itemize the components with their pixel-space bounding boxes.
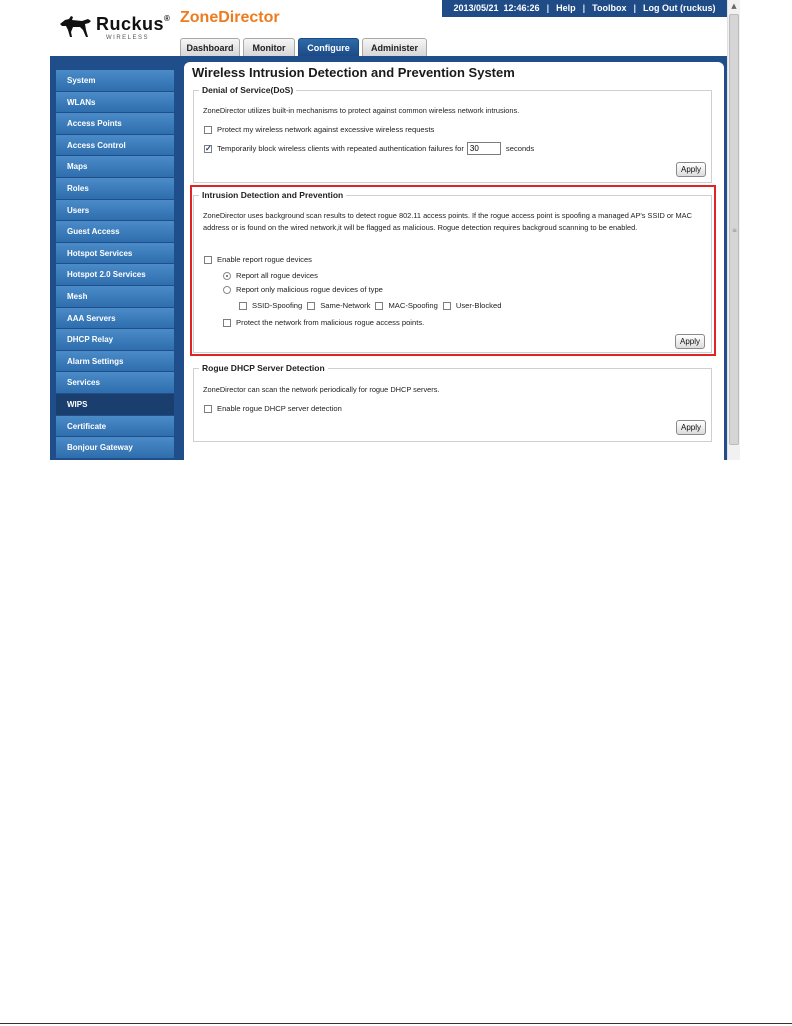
- block-duration-input[interactable]: [467, 142, 501, 155]
- sidebar-item-users[interactable]: Users: [56, 200, 174, 221]
- sidebar-item-access-points[interactable]: Access Points: [56, 113, 174, 134]
- sidebar: [56, 70, 174, 459]
- separator: |: [633, 3, 636, 13]
- sidebar-item-aaa-servers[interactable]: AAA Servers: [56, 308, 174, 329]
- ssid-spoofing-label: SSID-Spoofing: [252, 301, 303, 310]
- sidebar-item-bonjour-gateway[interactable]: Bonjour Gateway: [56, 437, 174, 458]
- sidebar-item-wips[interactable]: WIPS: [56, 394, 174, 415]
- rogue-dhcp-label: Enable rogue DHCP server detection: [217, 404, 342, 413]
- sidebar-item-roles[interactable]: Roles: [56, 178, 174, 199]
- dos-description: ZoneDirector utilizes built-in mechanisms to protect against common wireless network intrusions.: [203, 106, 520, 115]
- tab-monitor[interactable]: Monitor: [243, 38, 295, 56]
- dos-protect-checkbox[interactable]: [204, 126, 212, 134]
- dos-block-option[interactable]: [204, 142, 534, 155]
- tab-configure[interactable]: Configure: [298, 38, 359, 56]
- enable-rogue-report-label: Enable report rogue devices: [217, 255, 312, 264]
- mac-spoofing-label: MAC-Spoofing: [388, 301, 438, 310]
- dos-block-label: Temporarily block wireless clients with repeated authentication failures for: [217, 144, 464, 153]
- tab-dashboard[interactable]: Dashboard: [180, 38, 240, 56]
- logout-link[interactable]: Log Out (ruckus): [643, 3, 716, 13]
- block-duration-unit: seconds: [505, 144, 535, 153]
- scroll-grip-icon: ≡: [732, 227, 738, 234]
- dos-section: [193, 85, 712, 183]
- sidebar-item-certificate[interactable]: Certificate: [56, 416, 174, 437]
- sidebar-item-access-control[interactable]: Access Control: [56, 135, 174, 156]
- sidebar-item-services[interactable]: Services: [56, 372, 174, 393]
- separator: |: [582, 3, 586, 13]
- same-network-label: Same-Network: [320, 301, 371, 310]
- sidebar-item-dhcp-relay[interactable]: DHCP Relay: [56, 329, 174, 350]
- sidebar-item-system[interactable]: System: [56, 70, 174, 91]
- dos-block-checkbox[interactable]: [204, 145, 212, 153]
- user-blocked-label: User-Blocked: [455, 301, 502, 310]
- datetime: 2013/05/21 12:46:26: [453, 3, 540, 13]
- idp-section-title: Intrusion Detection and Prevention: [199, 189, 346, 201]
- separator: |: [546, 3, 550, 13]
- top-utility-bar: [442, 0, 727, 17]
- dos-section-title: Denial of Service(DoS): [199, 84, 296, 96]
- ruckus-logo: [58, 10, 171, 41]
- dhcp-section: [193, 363, 712, 442]
- dhcp-section-title: Rogue DHCP Server Detection: [199, 362, 328, 374]
- sidebar-item-wlans[interactable]: WLANs: [56, 92, 174, 113]
- dos-apply-button[interactable]: Apply: [676, 162, 706, 177]
- help-link[interactable]: Help: [556, 3, 576, 13]
- brand-tagline: WIRELESS: [106, 35, 150, 41]
- scroll-up-arrow-icon[interactable]: ▲: [731, 2, 737, 10]
- report-all-label: Report all rogue devices: [236, 271, 318, 280]
- page-footer-rule: [0, 1023, 792, 1024]
- callout-highlight-box: [190, 185, 716, 356]
- idp-description: ZoneDirector uses background scan results to detect rogue 802.11 access points. If the rogue access point is spoofing a managed AP's SSID or MAC address or is found on the wired network,it will be flagged as malicious. Rogue detection requires backgroud scanning to be enabled.: [203, 211, 692, 232]
- dhcp-apply-button[interactable]: Apply: [676, 420, 706, 435]
- rogue-dhcp-checkbox[interactable]: [204, 405, 212, 413]
- sidebar-item-maps[interactable]: Maps: [56, 156, 174, 177]
- sidebar-item-guest-access[interactable]: Guest Access: [56, 221, 174, 242]
- report-malicious-label: Report only malicious rogue devices of type: [236, 285, 383, 294]
- protect-network-label: Protect the network from malicious rogue access points.: [236, 318, 425, 327]
- page-title: Wireless Intrusion Detection and Prevention System: [192, 65, 515, 80]
- dhcp-description: ZoneDirector can scan the network periodically for rogue DHCP servers.: [203, 385, 440, 394]
- dog-logo-icon: [58, 10, 94, 40]
- sidebar-item-mesh[interactable]: Mesh: [56, 286, 174, 307]
- rogue-dhcp-option[interactable]: [204, 403, 342, 414]
- sidebar-item-alarm-settings[interactable]: Alarm Settings: [56, 351, 174, 372]
- brand-name: Ruckus®: [96, 14, 171, 34]
- vertical-scrollbar[interactable]: [727, 0, 740, 460]
- dos-protect-label: Protect my wireless network against excessive wireless requests: [217, 125, 435, 134]
- toolbox-link[interactable]: Toolbox: [592, 3, 627, 13]
- idp-apply-button[interactable]: Apply: [675, 334, 705, 349]
- sidebar-item-hotspot-2-services[interactable]: Hotspot 2.0 Services: [56, 264, 174, 285]
- product-name: ZoneDirector: [180, 9, 280, 26]
- scroll-thumb[interactable]: [729, 14, 739, 445]
- dos-protect-option[interactable]: [204, 124, 434, 135]
- sidebar-item-hotspot-services[interactable]: Hotspot Services: [56, 243, 174, 264]
- tab-administer[interactable]: Administer: [362, 38, 427, 56]
